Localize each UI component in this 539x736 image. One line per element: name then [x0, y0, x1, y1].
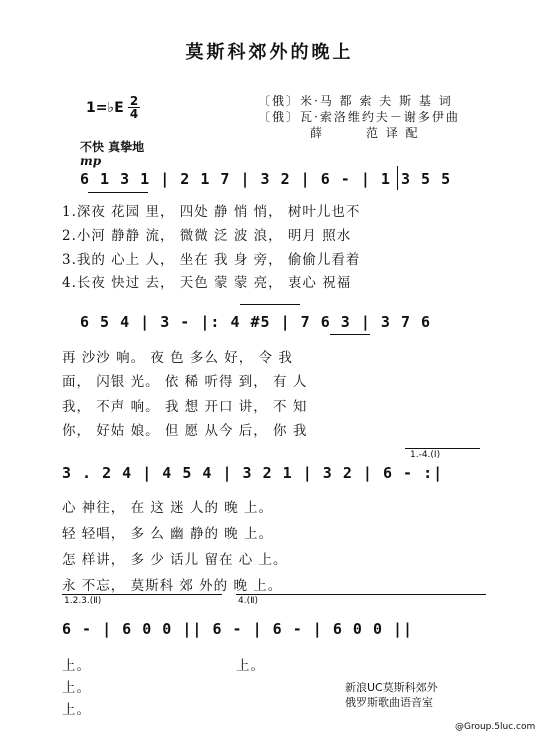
system-1-verse-3: 3.我的 心上 人， 坐在 我 身 旁， 偷偷儿看着	[62, 252, 361, 268]
system-2-verse-2: 面， 闪银 光。 依 稀 听得 到， 有 人	[62, 374, 308, 390]
beam	[330, 334, 370, 335]
volta-bracket-1	[62, 594, 222, 595]
volta-bracket-2-label: 4.(Ⅱ)	[238, 596, 259, 606]
system-1-verse-4: 4.长夜 快过 去， 天色 蒙 蒙 亮， 衷心 祝福	[62, 275, 352, 291]
composer-credit: 〔俄〕瓦·索洛维约夫－谢多伊曲	[258, 110, 460, 124]
system-1-notes: 6 1 3 1 | 2 1 7 | 3 2 | 6 - | 1 3 5 5	[80, 170, 452, 188]
tempo-marking: 不快 真挚地	[80, 140, 145, 154]
system-1-verse-2: 2.小河 静静 流， 微微 泛 波 浪， 明月 照水	[62, 228, 352, 244]
song-title: 莫斯科郊外的晚上	[185, 42, 354, 63]
source-credit	[345, 680, 438, 710]
system-2-verse-4: 你， 好姑 娘。 但 愿 从今 后， 你 我	[62, 423, 308, 439]
volta-bracket	[405, 448, 480, 449]
volta-bracket-1-label: 1.2.3.(Ⅱ)	[64, 596, 102, 606]
slur	[240, 304, 300, 305]
system-4-verse-1: 上。	[62, 658, 91, 674]
system-3-verse-3: 怎 样讲， 多 少 话儿 留在 心 上。	[62, 552, 288, 568]
system-3-verse-4: 永 不忘， 莫斯科 郊 外的 晚 上。	[62, 578, 283, 594]
system-2-verse-3: 我， 不声 响。 我 想 开口 讲， 不 知	[62, 399, 308, 415]
lyricist-credit: 〔俄〕米·马 都 索 夫 斯 基 词	[258, 94, 453, 108]
watermark: @Group.5luc.com	[455, 722, 536, 732]
barline	[397, 166, 398, 190]
source-line-1: 新浪UC莫斯科郊外	[345, 681, 438, 694]
system-3-verse-2: 轻 轻唱， 多 么 幽 静的 晚 上。	[62, 526, 274, 542]
system-1-verse-1: 1.深夜 花园 里， 四处 静 悄 悄， 树叶儿也不	[62, 204, 361, 220]
system-2-notes: 6 5 4 | 3 - |: 4 #5 | 7 6 3 | 3 7 6	[80, 313, 432, 331]
dynamic-marking: mp	[80, 154, 102, 168]
system-4-verse-2: 上。	[62, 680, 91, 696]
source-line-2: 俄罗斯歌曲语音室	[345, 696, 433, 709]
time-signature	[128, 95, 140, 120]
system-3-notes: 3 . 2 4 | 4 5 4 | 3 2 1 | 3 2 | 6 - :|	[62, 464, 444, 482]
key-signature: 1=♭E	[86, 100, 124, 116]
system-2-verse-1: 再 沙沙 响。 夜 色 多么 好， 令 我	[62, 350, 293, 366]
volta-bracket-label: 1.-4.(Ⅰ)	[410, 450, 441, 460]
system-4-ending-lyric: 上。	[236, 658, 265, 674]
translator-credit: 薛 范 译 配	[310, 126, 420, 140]
time-top: 2	[129, 94, 139, 108]
system-4-notes: 6 - | 6 0 0 || 6 - | 6 - | 6 0 0 ||	[62, 620, 414, 638]
volta-bracket-2	[236, 594, 486, 595]
system-4-verse-3: 上。	[62, 702, 91, 718]
beam	[88, 192, 148, 193]
time-bottom: 4	[129, 107, 139, 121]
system-3-verse-1: 心 神往， 在 这 迷 人的 晚 上。	[62, 500, 274, 516]
